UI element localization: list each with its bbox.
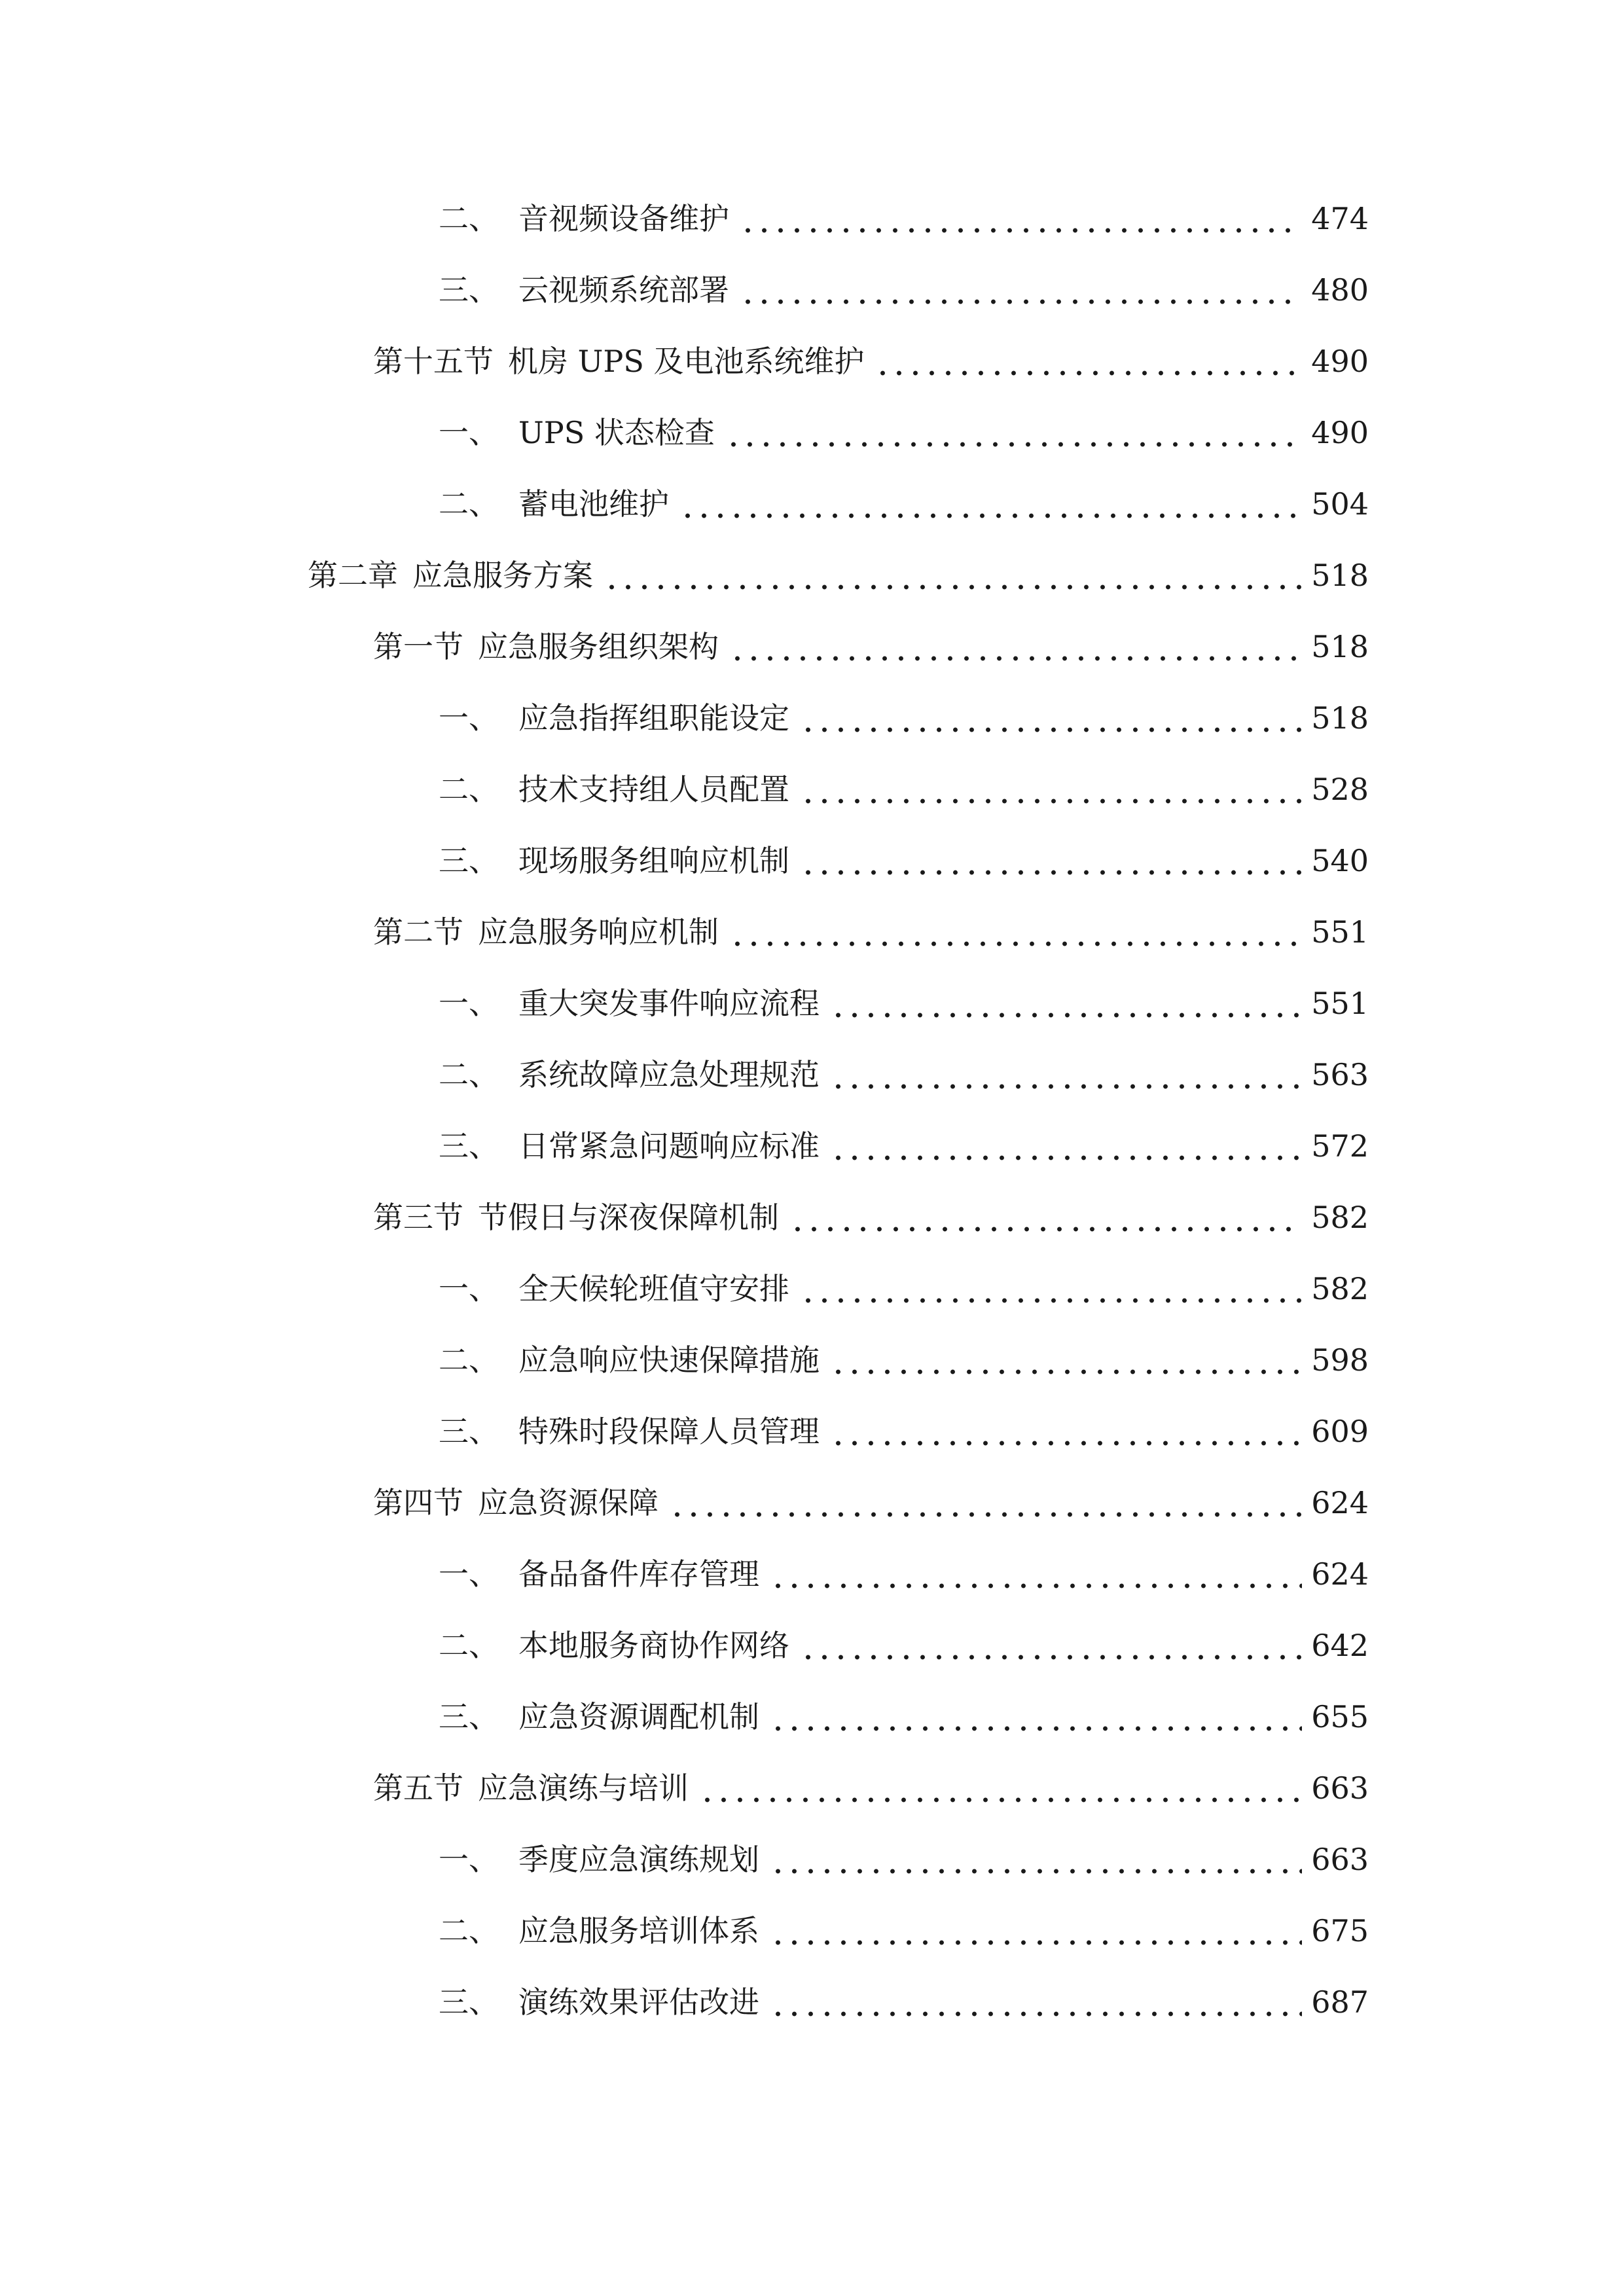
toc-entry[interactable]: [439, 1408, 1369, 1454]
toc-entry-number: 第十五节: [373, 344, 494, 379]
toc-entry[interactable]: [373, 1480, 1369, 1526]
toc-entry-page: 518: [1311, 558, 1369, 593]
toc-entry[interactable]: [373, 909, 1369, 955]
toc-entry-title: 应急响应快速保障措施: [518, 1342, 820, 1378]
toc-entry-number: 一、: [439, 1556, 499, 1592]
toc-entry-page: 572: [1311, 1128, 1369, 1164]
toc-entry-title: UPS 状态检查: [518, 415, 715, 450]
dot-leader: [669, 1480, 1302, 1526]
toc-entry[interactable]: [439, 838, 1369, 884]
toc-entry-number: 三、: [439, 1699, 499, 1734]
toc-entry-number: 第二章: [308, 558, 398, 593]
toc-entry-page: 687: [1311, 1984, 1369, 2020]
toc-entry[interactable]: [373, 338, 1369, 384]
toc-entry[interactable]: [439, 695, 1369, 741]
toc-entry-number: 三、: [439, 843, 499, 878]
toc-entry-page: 528: [1311, 772, 1369, 807]
toc-entry[interactable]: [439, 1837, 1369, 1882]
dot-leader: [800, 838, 1302, 884]
toc-entry-title: 应急服务响应机制: [478, 914, 719, 950]
toc-entry-title: 应急服务方案: [412, 558, 593, 593]
toc-entry[interactable]: [439, 481, 1369, 527]
toc-entry-page: 563: [1311, 1057, 1369, 1092]
toc-entry[interactable]: [439, 1623, 1369, 1668]
toc-entry-page: 551: [1311, 914, 1369, 950]
toc-entry-title: 节假日与深夜保障机制: [478, 1200, 779, 1235]
toc-entry[interactable]: [439, 1551, 1369, 1597]
toc-entry[interactable]: [439, 410, 1369, 456]
toc-entry-title: 本地服务商协作网络: [518, 1628, 789, 1663]
toc-entry-page: 582: [1311, 1200, 1369, 1235]
dot-leader: [830, 1052, 1302, 1098]
toc-entry-title: 现场服务组响应机制: [518, 843, 789, 878]
toc-entry-number: 三、: [439, 1414, 499, 1449]
toc-entry-title: 应急资源调配机制: [518, 1699, 759, 1734]
toc-entry-number: 一、: [439, 986, 499, 1021]
toc-entry-title: 应急服务培训体系: [518, 1913, 759, 1948]
toc-entry-title: 重大突发事件响应流程: [518, 986, 820, 1021]
toc-entry-number: 二、: [439, 201, 499, 236]
toc-entry-number: 一、: [439, 700, 499, 736]
toc-entry[interactable]: [439, 766, 1369, 812]
toc-entry[interactable]: [439, 267, 1369, 313]
toc-entry[interactable]: [373, 1765, 1369, 1811]
toc-entry-number: 二、: [439, 772, 499, 807]
toc-entry-number: 二、: [439, 1628, 499, 1663]
toc-entry-title: 应急服务组织架构: [478, 629, 719, 664]
toc-entry-number: 一、: [439, 1271, 499, 1306]
dot-leader: [875, 338, 1302, 384]
dot-leader: [830, 1408, 1302, 1454]
toc-entry[interactable]: [439, 1694, 1369, 1740]
toc-entry[interactable]: [373, 1194, 1369, 1240]
dot-leader: [699, 1765, 1302, 1811]
toc-entry-page: 655: [1311, 1699, 1369, 1734]
toc-entry-page: 518: [1311, 629, 1369, 664]
dot-leader: [604, 552, 1302, 598]
toc-entry-page: 582: [1311, 1271, 1369, 1306]
toc-entry-page: 609: [1311, 1414, 1369, 1449]
toc-entry-number: 二、: [439, 1057, 499, 1092]
toc-entry[interactable]: [439, 1979, 1369, 2025]
toc-entry-page: 624: [1311, 1556, 1369, 1592]
toc-entry-page: 518: [1311, 700, 1369, 736]
toc-entry-page: 624: [1311, 1485, 1369, 1520]
toc-entry-title: 机房 UPS 及电池系统维护: [508, 344, 865, 379]
dot-leader: [729, 909, 1302, 955]
dot-leader: [725, 410, 1302, 456]
dot-leader: [770, 1694, 1302, 1740]
toc-entry-title: 应急指挥组职能设定: [518, 700, 789, 736]
toc-entry-title: 技术支持组人员配置: [518, 772, 789, 807]
toc-entry-title: 备品备件库存管理: [518, 1556, 759, 1592]
dot-leader: [830, 980, 1302, 1026]
toc-entry-title: 云视频系统部署: [518, 272, 729, 308]
toc-entry[interactable]: [439, 196, 1369, 242]
toc-entry-page: 490: [1311, 415, 1369, 450]
dot-leader: [800, 695, 1302, 741]
toc-entry[interactable]: [439, 1123, 1369, 1169]
toc-entry-page: 480: [1311, 272, 1369, 308]
toc-entry-number: 三、: [439, 1984, 499, 2020]
dot-leader: [770, 1979, 1302, 2025]
toc-entry-title: 演练效果评估改进: [518, 1984, 759, 2020]
toc-entry-page: 663: [1311, 1770, 1369, 1806]
toc-entry-page: 642: [1311, 1628, 1369, 1663]
toc-entry-title: 应急演练与培训: [478, 1770, 689, 1806]
toc-entry[interactable]: [439, 980, 1369, 1026]
toc-entry-number: 二、: [439, 486, 499, 522]
toc-entry-number: 三、: [439, 272, 499, 308]
toc-entry-title: 特殊时段保障人员管理: [518, 1414, 820, 1449]
toc-entry-page: 490: [1311, 344, 1369, 379]
toc-entry[interactable]: [308, 552, 1369, 598]
toc-entry-title: 季度应急演练规划: [518, 1842, 759, 1877]
toc-entry-number: 第三节: [373, 1200, 463, 1235]
toc-entry-number: 二、: [439, 1913, 499, 1948]
dot-leader: [740, 267, 1302, 313]
toc-entry-title: 音视频设备维护: [518, 201, 729, 236]
toc-entry[interactable]: [439, 1052, 1369, 1098]
toc-entry-title: 应急资源保障: [478, 1485, 659, 1520]
dot-leader: [800, 1266, 1302, 1312]
toc-entry-number: 一、: [439, 1842, 499, 1877]
toc-entry-title: 系统故障应急处理规范: [518, 1057, 820, 1092]
dot-leader: [770, 1837, 1302, 1882]
toc-entry-page: 663: [1311, 1842, 1369, 1877]
toc-entry-number: 第五节: [373, 1770, 463, 1806]
toc-entry[interactable]: [439, 1908, 1369, 1954]
dot-leader: [770, 1908, 1302, 1954]
toc-entry-title: 全天候轮班值守安排: [518, 1271, 789, 1306]
toc-entry-page: 474: [1311, 201, 1369, 236]
toc-entry-title: 日常紧急问题响应标准: [518, 1128, 820, 1164]
toc-entry-page: 598: [1311, 1342, 1369, 1378]
dot-leader: [740, 196, 1302, 242]
toc-entry[interactable]: [439, 1266, 1369, 1312]
dot-leader: [800, 1623, 1302, 1668]
toc-entry[interactable]: [373, 624, 1369, 670]
dot-leader: [800, 766, 1302, 812]
dot-leader: [770, 1551, 1302, 1597]
dot-leader: [679, 481, 1302, 527]
toc-entry-number: 第二节: [373, 914, 463, 950]
dot-leader: [830, 1337, 1302, 1383]
toc-entry-number: 第四节: [373, 1485, 463, 1520]
dot-leader: [789, 1194, 1302, 1240]
toc-entry-page: 551: [1311, 986, 1369, 1021]
dot-leader: [729, 624, 1302, 670]
dot-leader: [830, 1123, 1302, 1169]
toc-entry-number: 一、: [439, 415, 499, 450]
toc-entry-number: 第一节: [373, 629, 463, 664]
toc-entry-page: 540: [1311, 843, 1369, 878]
toc-entry-number: 三、: [439, 1128, 499, 1164]
toc-entry-page: 504: [1311, 486, 1369, 522]
toc-entry-page: 675: [1311, 1913, 1369, 1948]
toc-entry-title: 蓄电池维护: [518, 486, 669, 522]
toc-entry-number: 二、: [439, 1342, 499, 1378]
toc-entry[interactable]: [439, 1337, 1369, 1383]
